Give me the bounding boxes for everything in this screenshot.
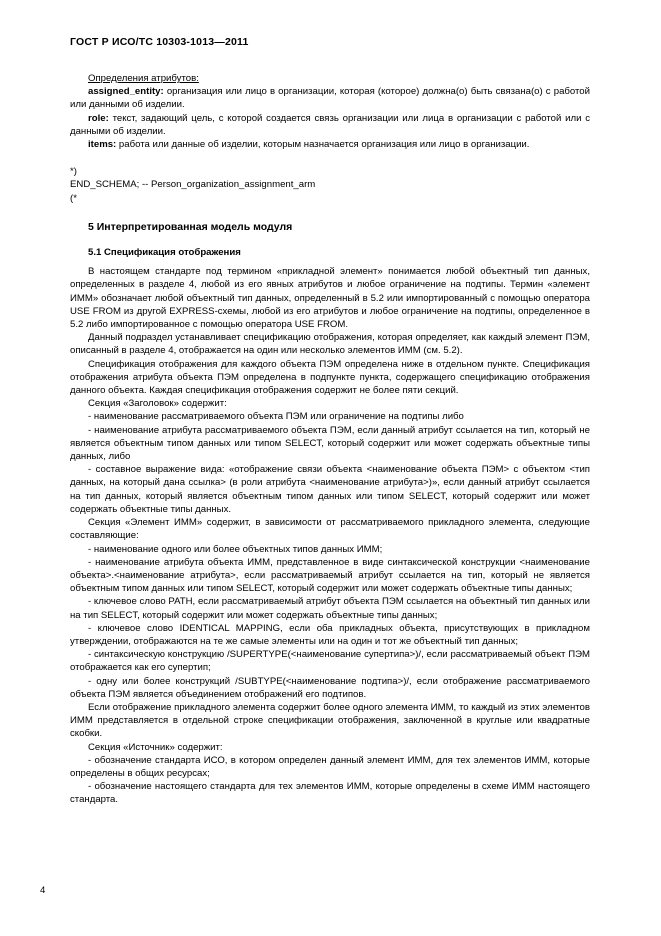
paragraph-6: Если отображение прикладного элемента содержит более одного элемента ИММ, то каждый из этих элементов ИММ представляется в отдельной строке спецификации отображения, заключенной в круглые или квадратные скобки.: [70, 701, 590, 740]
standard-identifier: ГОСТ Р ИСО/ТС 10303-1013—2011: [70, 36, 249, 48]
paragraph-source-section-intro: Секция «Источник» содержит:: [88, 741, 223, 753]
section-5-1-heading: 5.1 Спецификация отображения: [88, 247, 241, 259]
attribute-role: [70, 112, 590, 138]
attribute-role-name: role:: [88, 112, 109, 124]
code-line-comment-open: *): [70, 166, 77, 178]
list-item: - обозначение настоящего стандарта для тех элементов ИММ, которые определены в схеме ИММ настоящего стандарта.: [70, 781, 590, 806]
list-item: - ключевое слово IDENTICAL MAPPING, если оба прикладных объекта, присутствующих в прикладном утверждении, отображаются на те же самые элементы или на один и тот же объектный тип данных;: [70, 622, 590, 647]
list-item: - ключевое слово PATH, если рассматриваемый атрибут объекта ПЭМ ссылается на объектный тип данных или на тип SELECT, который содержит или может содержать объектные типы данных;: [70, 596, 590, 621]
attribute-assigned-entity-name: assigned_entity:: [88, 86, 164, 98]
code-line-end-schema: END_SCHEMA; -- Person_organization_assignment_arm: [70, 179, 316, 191]
list-item: - наименование атрибута объекта ИММ, представленное в виде синтаксической конструкции <наименование объекта>.<наименование атрибута>, если рассматриваемый атрибут ссылается на тип, который не является объектным типом данных или типом SELECT, который содержит или может содержать объектные типы данных;: [70, 556, 590, 595]
list-item: - наименование атрибута рассматриваемого объекта ПЭМ, если данный атрибут ссылается на тип, который не является объектным типом данных или типом SELECT, который содержит или может содержать объектные типы данных, либо: [70, 424, 590, 463]
page-header: [70, 36, 249, 48]
spacer-after-attributes: [70, 151, 590, 165]
list-item: - наименование одного или более объектных типов данных ИММ;: [88, 543, 383, 555]
attribute-assigned-entity: [70, 85, 590, 111]
code-line-comment-close: (*: [70, 192, 77, 204]
paragraph-3: Спецификация отображения для каждого объекта ПЭМ определена ниже в отдельном пункте. Спецификация отображения атрибута объекта ПЭМ определена в подпункте пункта, содержащего спецификацию отображения данного объекта. Каждая спецификация отображения содержит не более пяти секций.: [70, 358, 590, 397]
paragraph-header-section-intro: Секция «Заголовок» содержит:: [88, 398, 227, 410]
list-item: - составное выражение вида: «отображение связи объекта <наименование объекта ПЭМ> с объектом <тип данных, на который дана ссылка> (в роли атрибута <наименование атрибута>)», если данный атрибут ссылается на тип данных, который является объектным типом данных или типом SELECT, который содержит или может содержать объектные типы данных.: [70, 464, 590, 515]
paragraph-1: В настоящем стандарте под термином «прикладной элемент» понимается любой объектный тип данных, определенных в разделе 4, любой из его явных атрибутов и любое ограничение на подтипы. Термин «элемент ИММ» обозначает любой объектный тип данных, определенный в 5.2 или импортированный с помощью оператора USE FROM из другой EXPRESS-схемы, любой из его атрибутов и любое ограничение на подтипы, определенное в 5.2 либо импортированное с помощью оператора USE FROM.: [70, 266, 590, 331]
attribute-role-text: текст, задающий цель, с которой создается связь организации или лица в организации с работой или с данными об изделии.: [70, 112, 590, 137]
page-number: 4: [40, 885, 46, 896]
attribute-items: [70, 138, 590, 151]
section-5-heading: 5 Интерпретированная модель модуля: [88, 220, 293, 233]
attribute-definitions-title: [70, 72, 590, 85]
page-content: [70, 72, 590, 807]
attribute-items-text: работа или данные об изделии, которым назначается организация или лицо в организации.: [116, 139, 530, 151]
paragraph-2: Данный подраздел устанавливает спецификацию отображения, которая определяет, как каждый элемент ПЭМ, описанный в разделе 4, отображается на один или несколько элементов ИММ (см. 5.2).: [70, 332, 590, 357]
list-item: - обозначение стандарта ИСО, в котором определен данный элемент ИММ, для тех элементов ИММ, которые определены в общих ресурсах;: [70, 754, 590, 779]
list-item: - синтаксическую конструкцию /SUPERTYPE(<наименование супертипа>)/, если рассматриваемый объект ПЭМ отображается как его супертип;: [70, 649, 590, 674]
list-item: - одну или более конструкций /SUBTYPE(<наименование подтипа>)/, если отображение рассматриваемого объекта ПЭМ является объединением отображений его подтипов.: [70, 675, 590, 700]
paragraph-imm-element-intro: Секция «Элемент ИММ» содержит, в зависимости от рассматриваемого прикладного элемента, следующие составляющие:: [70, 517, 590, 542]
attribute-assigned-entity-text: организация или лицо в организации, которая (которое) должна(о) быть связана(о) с работой или данными об изделии.: [70, 86, 590, 111]
list-item: - наименование рассматриваемого объекта ПЭМ или ограничение на подтипы либо: [88, 411, 464, 423]
attribute-items-name: items:: [88, 139, 117, 151]
attribute-definitions-label: Определения атрибутов:: [88, 73, 199, 84]
